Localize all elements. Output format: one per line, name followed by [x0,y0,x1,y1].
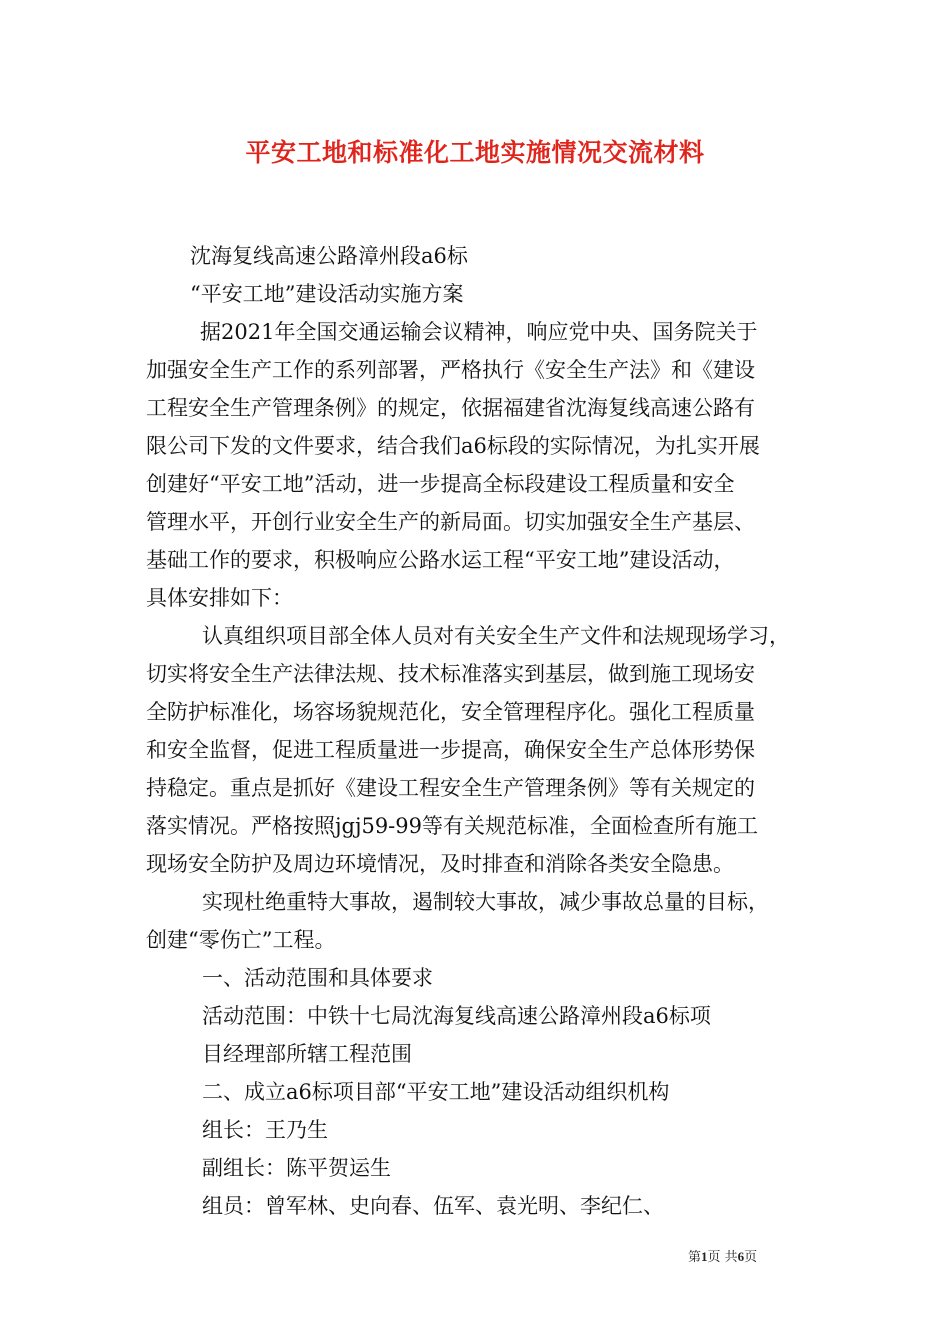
paragraph-line: 副组长：陈平贺运生 [202,1156,391,1180]
document-body [146,237,814,1225]
paragraph-line: 组员：曾军林、史向春、伍军、袁光明、李纪仁、 [202,1194,664,1218]
paragraph-line: “平安工地”建设活动实施方案 [190,282,464,306]
paragraph-line: 组长：王乃生 [202,1118,328,1142]
paragraph-line: 具体安排如下： [146,586,293,610]
footer-suffix: 页 [744,1250,758,1265]
footer-prefix: 第 [688,1250,702,1265]
paragraph-line: 目经理部所辖工程范围 [202,1042,412,1066]
paragraph-line: 管理水平，开创行业安全生产的新局面。切实加强安全生产基层、 [146,510,755,534]
paragraph-line: 和安全监督，促进工程质量进一步提高，确保安全生产总体形势保 [146,738,755,762]
document-title: 平安工地和标准化工地实施情况交流材料 [245,138,705,167]
paragraph-line: 全防护标准化，场容场貌规范化，安全管理程序化。强化工程质量 [146,700,755,724]
paragraph-line: 活动范围：中铁十七局沈海复线高速公路漳州段a6标项 [202,1004,711,1028]
footer-page-number: 1 [701,1249,708,1264]
paragraph-line: 落实情况。严格按照jgj59-99等有关规范标准，全面检查所有施工 [146,814,759,838]
footer-total-pages: 6 [737,1249,745,1264]
paragraph-line: 据2021年全国交通运输会议精神，响应党中央、国务院关于 [200,320,758,344]
paragraph-line: 工程安全生产管理条例》的规定，依据福建省沈海复线高速公路有 [146,396,755,420]
paragraph-line: 现场安全防护及周边环境情况，及时排查和消除各类安全隐患。 [146,852,734,876]
paragraph-line: 限公司下发的文件要求，结合我们a6标段的实际情况，为扎实开展 [146,434,760,458]
paragraph-line: 创建好“平安工地”活动，进一步提高全标段建设工程质量和安全 [146,472,735,496]
paragraph-line: 一、活动范围和具体要求 [202,966,433,990]
paragraph-line: 持稳定。重点是抓好《建设工程安全生产管理条例》等有关规定的 [146,776,755,800]
paragraph-line: 认真组织项目部全体人员对有关安全生产文件和法规现场学习， [202,624,790,648]
paragraph-line: 实现杜绝重特大事故，遏制较大事故，减少事故总量的目标， [202,890,769,914]
footer-middle: 页 共 [707,1250,738,1265]
paragraph-line: 加强安全生产工作的系列部署，严格执行《安全生产法》和《建设 [146,358,755,382]
paragraph-line: 基础工作的要求，积极响应公路水运工程“平安工地”建设活动， [146,548,735,572]
paragraph-line: 创建“零伤亡”工程。 [146,928,336,952]
paragraph-line: 切实将安全生产法律法规、技术标准落实到基层，做到施工现场安 [146,662,755,686]
paragraph-line: 沈海复线高速公路漳州段a6标 [190,244,468,268]
paragraph-line: 二、成立a6标项目部“平安工地”建设活动组织机构 [202,1080,670,1104]
page-footer [688,1246,828,1265]
